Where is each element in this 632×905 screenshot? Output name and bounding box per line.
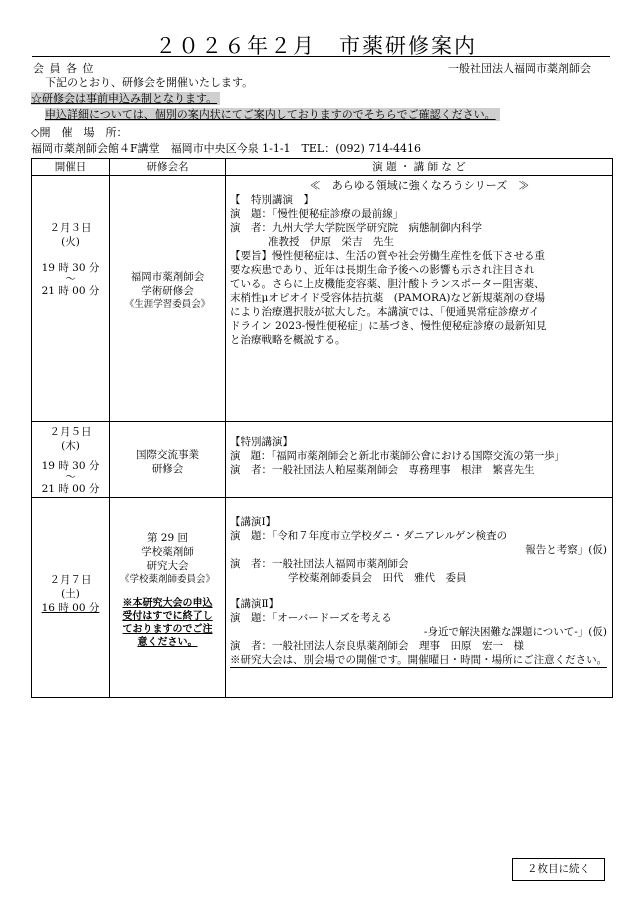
organizer-committee: 《学校薬剤師委員会》	[119, 574, 215, 585]
lecture-1-topic: 演 題：「令和７年度市立学校ダニ・ダニアレルゲン検査の	[230, 530, 508, 542]
separate-venue-note: ※研究大会は、別会場での開催です。開催曜日・時間・場所にご注意ください。	[230, 654, 608, 666]
addressee: 会 員 各 位	[33, 62, 95, 75]
session-name-cell	[110, 422, 226, 498]
event-date: ２月５日	[49, 426, 92, 438]
session-name-line: 国際交流事業	[136, 449, 199, 461]
event-weekday: (土)	[61, 588, 80, 600]
table-row	[32, 422, 613, 498]
lecture-details-cell	[226, 422, 613, 498]
lecture-1-type: 【講演Ⅰ】	[230, 516, 277, 528]
lecture-2-topic: 演 題：「オーバードーズを考える	[230, 612, 392, 624]
column-header-lecture: 演 題 ・ 講 師 な ど	[226, 159, 613, 176]
venue-label: ◇開 催 場 所：	[31, 126, 128, 139]
lecture-details-cell	[226, 498, 613, 698]
time-separator: ～	[65, 471, 76, 483]
lecture-topic: 演 題：「福岡市薬剤師会と新北市薬師公會における国際交流の第一歩」	[230, 450, 565, 462]
column-header-date: 開催日	[32, 159, 110, 176]
session-name-line: 研究大会	[146, 560, 189, 572]
session-name-line: 福岡市薬剤師会	[130, 271, 205, 283]
abstract-line: 末梢性μオピオイド受容体拮抗薬 (PAMORA)など新規薬剤の登場	[230, 292, 546, 304]
lecture-2-lecturer: 演 者：一般社団法人奈良県薬剤師会 理事 田原 宏一 様	[230, 640, 524, 652]
event-date: ２月７日	[49, 574, 92, 586]
continued-on-page-2-label: ２枚目に続く	[512, 858, 605, 881]
lecture-type: 【 特別講演 】	[230, 194, 314, 206]
date-cell	[32, 176, 110, 422]
lecture-1-lecturer: 演 者：一般社団法人福岡市薬剤師会	[230, 558, 409, 570]
lecture-1-topic-continued: 報告と考察」(仮)	[525, 544, 607, 556]
lecturer-affiliation: 演 者：九州大学大学院医学研究院 病態制御内科学	[230, 222, 482, 234]
title-underline	[32, 56, 610, 57]
note-line: ておりますのでご注	[122, 624, 213, 635]
end-time: 21 時 00 分	[41, 285, 100, 297]
time-separator: ～	[65, 273, 76, 285]
note-line: 意ください。	[137, 637, 198, 648]
end-time: 21 時 00 分	[41, 483, 100, 495]
session-name-cell	[110, 176, 226, 422]
greeting-text: 下記のとおり、研修会を開催いたします。	[45, 76, 254, 89]
lecture-type: 【特別講演】	[230, 436, 293, 448]
start-time: 19 時 30 分	[41, 460, 100, 472]
column-header-session: 研修会名	[110, 159, 226, 176]
session-name-line: 学術研修会	[141, 285, 194, 297]
lecture-topic: 演 題：「慢性便秘症診療の最前線」	[230, 208, 404, 220]
abstract-line: により治療選択肢が拡大した。本講演では、「便通異常症診療ガイ	[230, 306, 540, 318]
abstract-line: ている。さらに上皮機能変容薬、胆汁酸トランスポーター阻害薬、	[230, 278, 545, 290]
start-time: 16 時 00 分	[41, 602, 100, 614]
lecture-2-type: 【講演Ⅱ】	[230, 598, 280, 610]
event-weekday: (火)	[61, 236, 80, 248]
lecturer-info: 演 者：一般社団法人粕屋薬剤師会 専務理事 根津 繁喜先生	[230, 464, 535, 476]
sender-organization: 一般社団法人福岡市薬剤師会	[448, 62, 591, 75]
session-name-cell	[110, 498, 226, 698]
table-header-row	[32, 159, 613, 176]
registration-details-notice: 申込詳細については、個別の案内状にてご案内しておりますのでそちらでご確認ください。	[45, 108, 500, 121]
organizer-committee: 《生涯学習委員会》	[124, 299, 211, 310]
venue-address: 福岡市薬剤師会館４F講堂 福岡市中央区今泉 1-1-1 TEL：(092) 714-4416	[31, 142, 422, 155]
session-name-line: 研修会	[151, 463, 184, 475]
abstract-line: 要な疾患であり、近年は長期生命予後への影響も示され注目され	[230, 264, 535, 276]
table-row	[32, 176, 613, 422]
lecturer-name: 准教授 伊原 栄吉 先生	[268, 236, 394, 248]
session-name-line: 第 29 回	[146, 532, 189, 544]
note-line: ※本研究大会の申込	[122, 598, 213, 609]
event-date: ２月３日	[49, 222, 92, 234]
lecture-1-lecturer-name: 学校薬剤師委員会 田代 雅代 委員	[288, 572, 467, 584]
event-weekday: (木)	[61, 440, 80, 452]
schedule-table	[31, 158, 613, 698]
registration-closed-note	[111, 597, 224, 649]
lecture-details-cell	[226, 176, 613, 422]
date-cell	[32, 498, 110, 698]
abstract-line: 【要旨】慢性便秘症は、生活の質や社会労働生産性を低下させる重	[230, 250, 545, 262]
start-time: 19 時 30 分	[41, 262, 100, 274]
abstract-line: ドライン 2023-慢性便秘症」に基づき、慢性便秘症診療の最新知見	[230, 320, 547, 332]
session-name-line: 学校薬剤師	[141, 546, 194, 558]
date-cell	[32, 422, 110, 498]
note-line: 受付はすでに終了し	[122, 611, 213, 622]
page-title: ２０２６年２月 市薬研修案内	[155, 34, 477, 58]
advance-registration-notice: ☆研修会は事前申込み制となります。	[31, 92, 220, 105]
series-title: ≪ あらゆる領域に強くなろうシリーズ ≫	[309, 179, 530, 192]
table-row	[32, 498, 613, 698]
abstract-line: と治療戦略を概説する。	[230, 334, 346, 346]
lecture-2-topic-continued: -身近で解決困難な課題について-」(仮)	[423, 626, 607, 638]
